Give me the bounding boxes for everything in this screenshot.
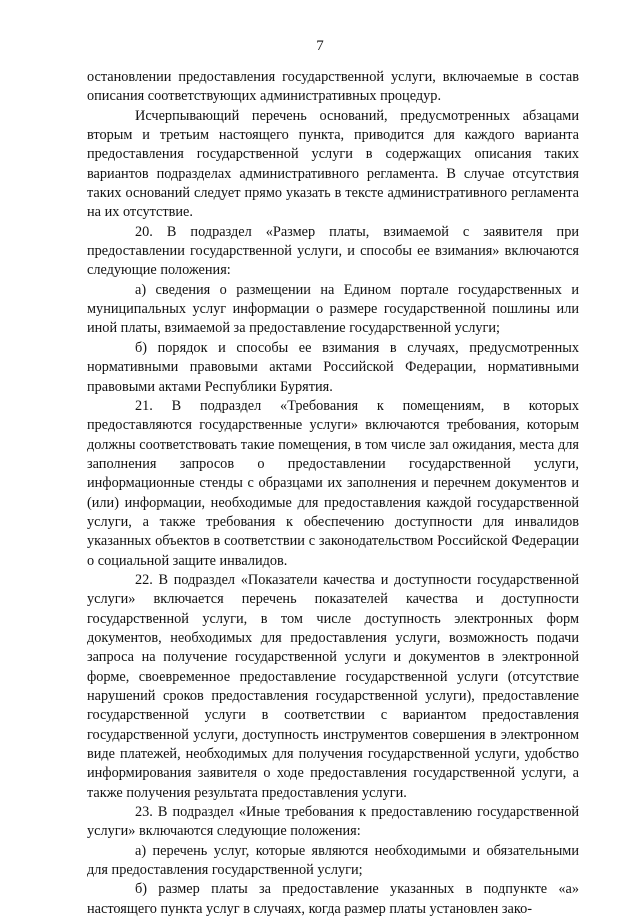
paragraph-item-23: 23. В подраздел «Иные требования к предоставлению государственной услуги» включаются следующие положения: (87, 804, 579, 840)
paragraph-item-21: 21. В подраздел «Требования к помещениям, в которых предоставляются государственные услуги» включаются требования, которым должны соответствовать такие помещения, в том числе зал ожидания, места для заполнения запросов о предоставлении государственной услуги, информационные стенды с образцами их заполнения и перечнем документов и (или) информации, необходимые для предоставления каждой государственной услуги, а также требования к обеспечению доступности для инвалидов указанных объектов в соответствии с законодательством Российской Федерации о социальной защите инвалидов. (87, 397, 579, 569)
paragraph-item-23-b: б) размер платы за предоставление указанных в подпункте «а» настоящего пункта услуг в случаях, когда размер платы установлен зако- (87, 881, 579, 917)
paragraph-item-20: 20. В подраздел «Размер платы, взимаемой с заявителя при предоставлении государственной услуги, и способы ее взимания» включаются следующие положения: (87, 223, 579, 279)
paragraph-item-20-a: а) сведения о размещении на Едином портале государственных и муниципальных услуг информации о размере государственной пошлины или иной платы, взимаемой за предоставление государственной услуги; (87, 281, 579, 337)
paragraph-item-22: 22. В подраздел «Показатели качества и доступности государственной услуги» включается перечень показателей качества и доступности государственной услуги, в том числе доступность электронных форм документов, необходимых для предоставления услуги, возможность подачи запроса на получение государственной услуги и документов в электронной форме, своевременное предоставление государственной услуги (отсутствие нарушений сроков предоставления государственной услуги), предоставление государственной услуги в соответствии с вариантом предоставления государственной услуги, доступность инструментов совершения в электронном виде платежей, необходимых для получения государственной услуги, удобство информирования заявителя о ходе предоставления государственной услуги, а также получения результата предоставления услуги. (87, 571, 579, 801)
paragraph-continuation: остановлении предоставления государственной услуги, включаемые в состав описания соответствующих административных процедур. (87, 69, 579, 105)
paragraph-exhaustive-list-note: Исчерпывающий перечень оснований, предусмотренных абзацами вторым и третьим настоящего пункта, приводится для каждого варианта предоставления государственной услуги в содержащих описания таких вариантов подразделах административного регламента. В случае отсутствия таких оснований следует прямо указать в тексте административного регламента на их отсутствие. (87, 107, 579, 221)
page-number: 7 (316, 38, 324, 54)
paragraph-item-23-a: а) перечень услуг, которые являются необходимыми и обязательными для предоставления государственной услуги; (87, 842, 579, 879)
page-body (87, 68, 579, 919)
paragraph-item-20-b: б) порядок и способы ее взимания в случаях, предусмотренных нормативными правовыми актами Российской Федерации, нормативными правовыми актами Республики Бурятия. (87, 339, 579, 395)
